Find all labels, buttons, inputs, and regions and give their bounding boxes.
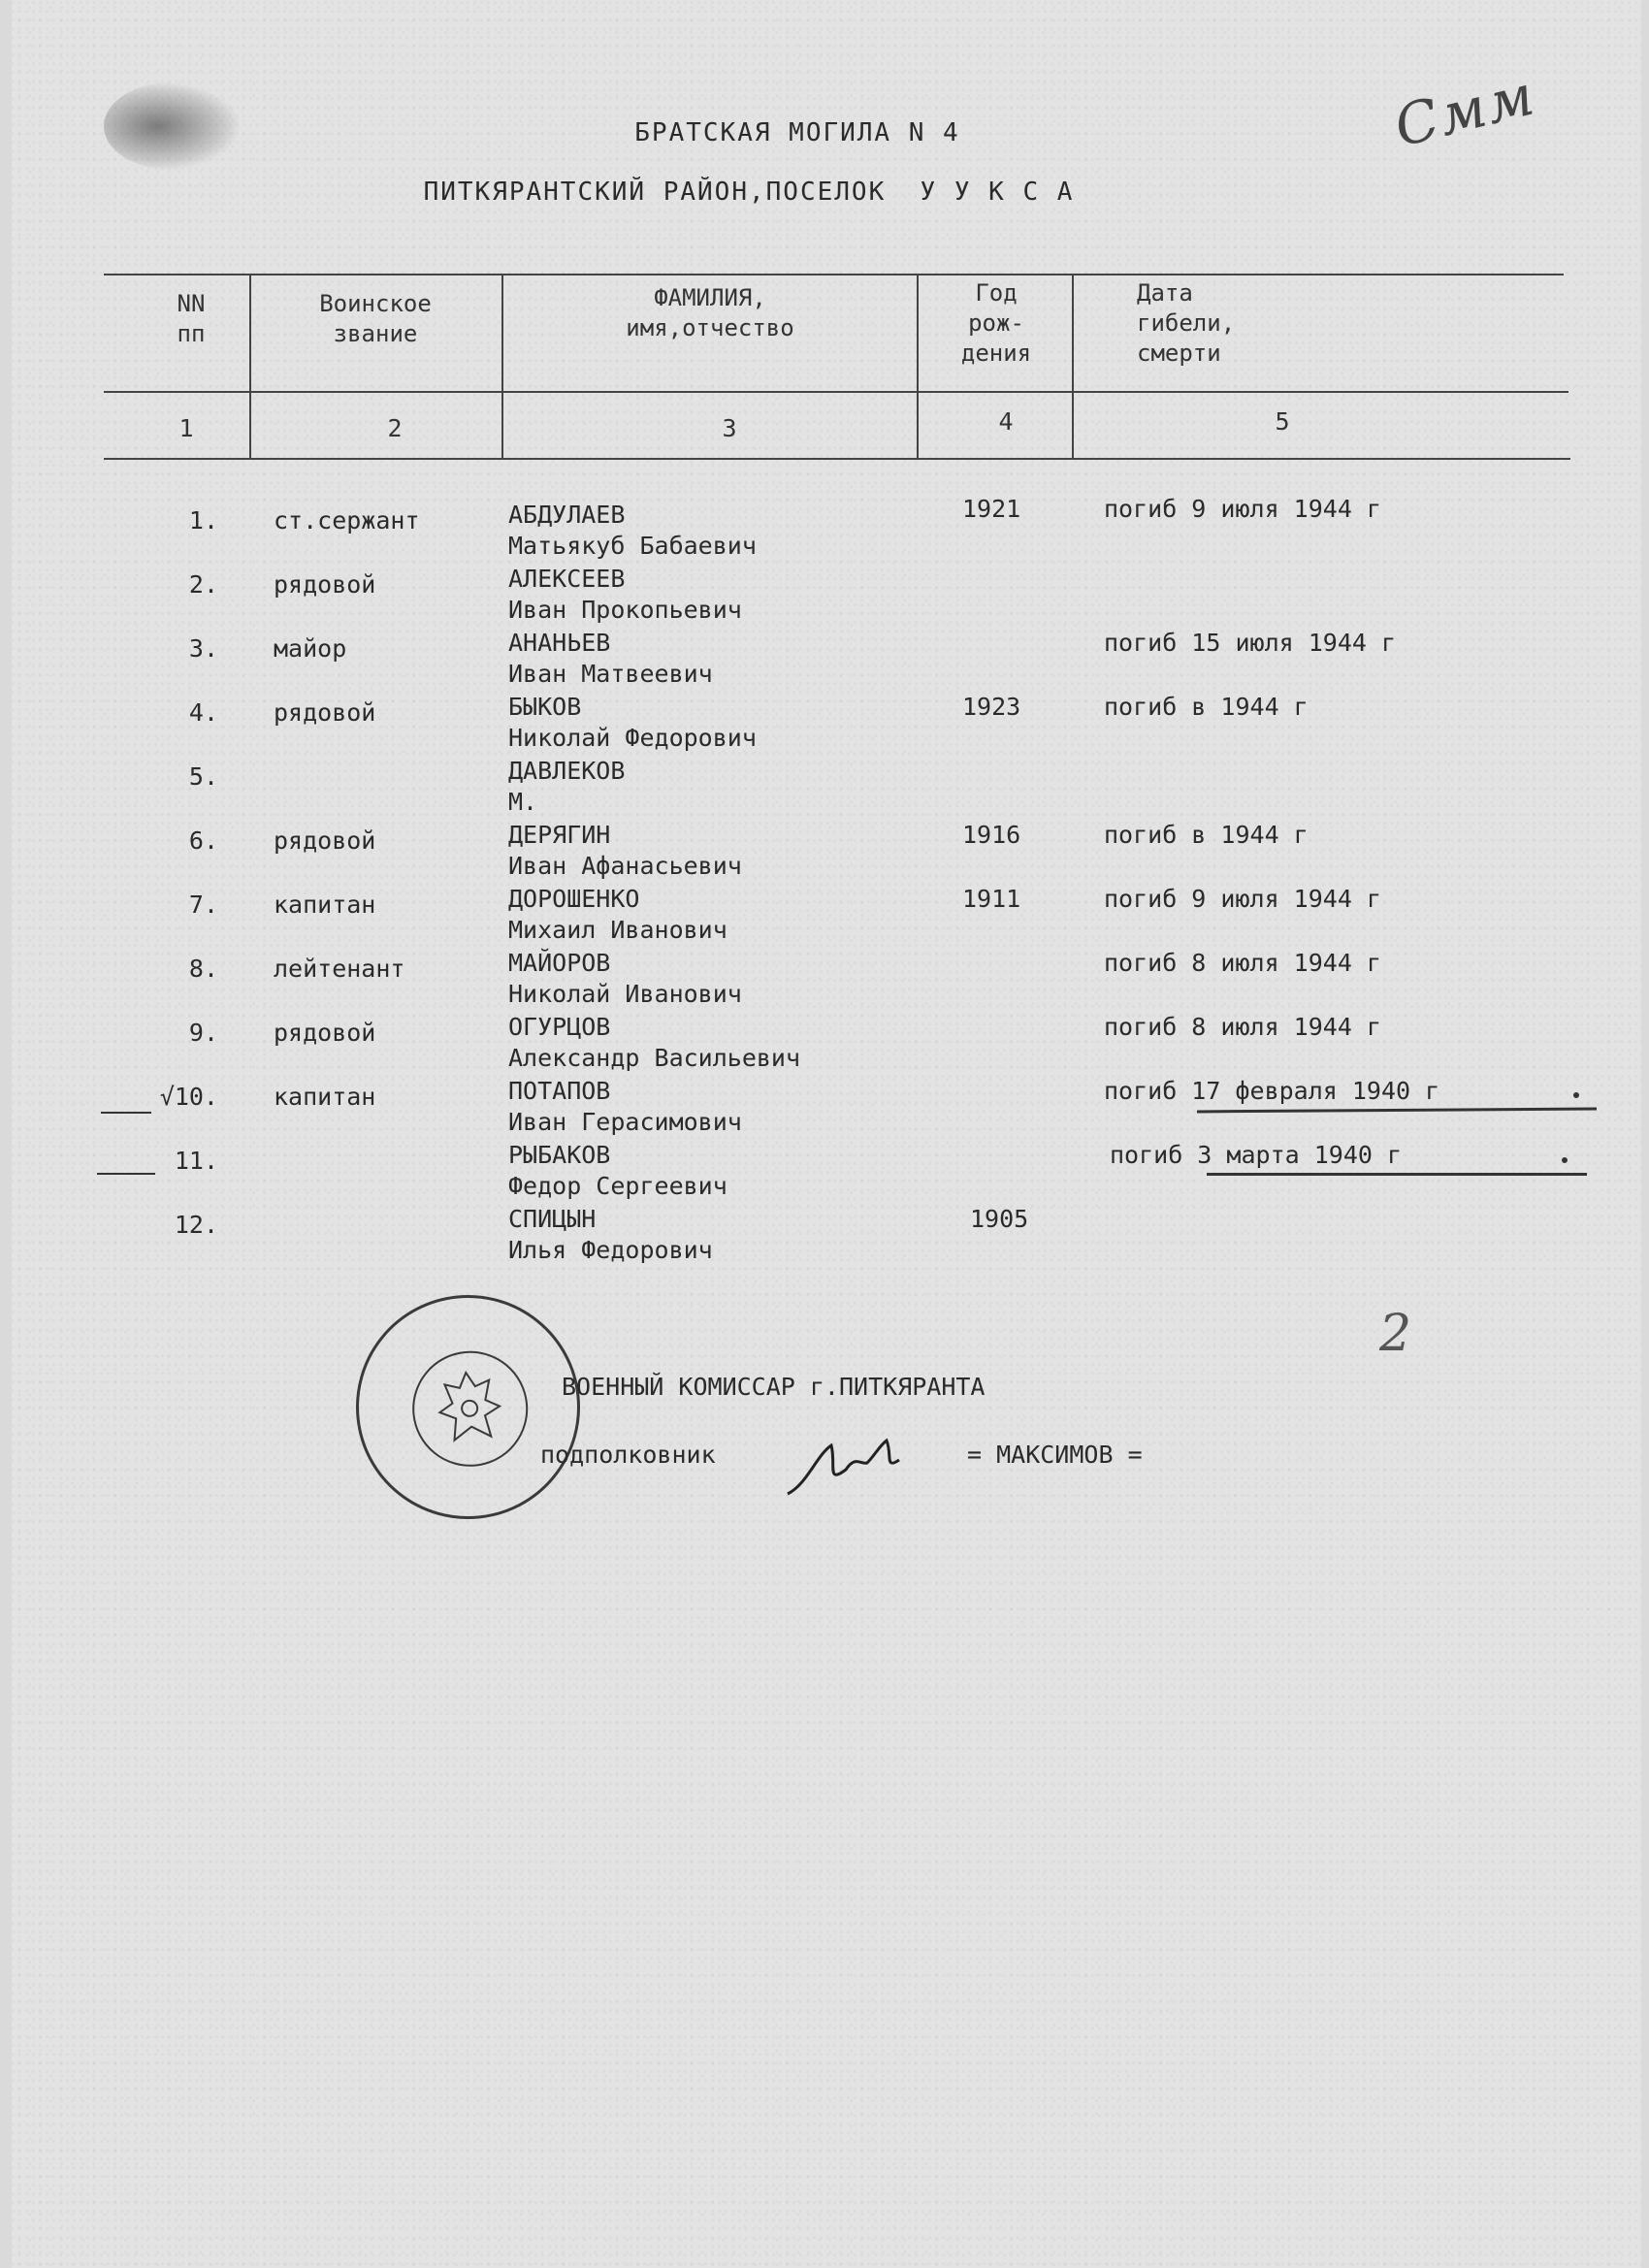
row-number: 9. <box>188 1019 218 1047</box>
row-surname: ДАВЛЕКОВ <box>508 757 626 785</box>
row-given-names: Иван Прокопьевич <box>508 596 742 624</box>
column-number-5: 5 <box>1275 407 1290 436</box>
table-row <box>12 482 1649 560</box>
row-number: 2. <box>188 570 218 599</box>
row-number: 12. <box>174 1211 218 1239</box>
row-surname: ДЕРЯГИН <box>508 821 611 849</box>
row-given-names: Иван Герасимович <box>508 1108 742 1136</box>
row-number: 1. <box>188 506 218 535</box>
signature-icon <box>778 1426 923 1504</box>
row-rank: рядовой <box>274 826 376 855</box>
row-given-names: Николай Иванович <box>508 980 742 1008</box>
table-row <box>12 1186 1649 1264</box>
row-death-date: погиб 9 июля 1944 г <box>1104 885 1381 913</box>
row-death-date: погиб 9 июля 1944 г <box>1104 495 1381 523</box>
row-rank: майор <box>274 634 347 663</box>
table-col-divider-1 <box>249 274 251 460</box>
row-rank: лейтенант <box>274 955 405 983</box>
row-surname: АБДУЛАЕВ <box>508 501 626 529</box>
row-birth-year: 1921 <box>962 495 1021 523</box>
row-given-names: Иван Матвеевич <box>508 660 713 688</box>
row-rank: капитан <box>274 1083 376 1111</box>
table-col-divider-3 <box>917 274 919 460</box>
handwritten-page-number: 2 <box>1379 1305 1412 1363</box>
table-row <box>12 802 1649 880</box>
commissar-position: ВОЕННЫЙ КОМИССАР г.ПИТКЯРАНТА <box>562 1373 986 1401</box>
row-death-date: погиб 8 июля 1944 г <box>1104 1013 1381 1041</box>
table-row <box>12 1058 1649 1136</box>
row-number: 3. <box>188 634 218 663</box>
row-rank: рядовой <box>274 698 376 727</box>
row-death-date: погиб 15 июля 1944 г <box>1104 629 1397 657</box>
row-rank: рядовой <box>274 570 376 599</box>
row-death-date: погиб 3 марта 1940 г <box>1110 1141 1403 1169</box>
table-row <box>12 610 1649 688</box>
column-number-2: 2 <box>387 414 403 442</box>
row-death-date: погиб в 1944 г <box>1104 821 1309 849</box>
row-surname: ОГУРЦОВ <box>508 1013 611 1041</box>
table-col-divider-2 <box>501 274 503 460</box>
column-number-3: 3 <box>722 414 737 442</box>
column-number-4: 4 <box>998 407 1014 436</box>
header-number: NN пп <box>177 290 206 347</box>
row-surname: МАЙОРОВ <box>508 949 611 977</box>
signer-name: = МАКСИМОВ = <box>967 1441 1143 1469</box>
table-row <box>12 1122 1649 1200</box>
row-given-names: Матьякуб Бабаевич <box>508 532 757 560</box>
row-given-names: Александр Васильевич <box>508 1044 801 1072</box>
header-death-date: Дата гибели, смерти <box>1137 279 1236 367</box>
table-row <box>12 674 1649 752</box>
row-number: 11. <box>174 1147 218 1175</box>
table-bottom-border <box>104 458 1570 460</box>
header-rank: Воинское звание <box>319 290 432 347</box>
document-title: БРАТСКАЯ МОГИЛА N 4 <box>634 118 960 147</box>
row-death-date: погиб 17 февраля 1940 г <box>1104 1077 1440 1105</box>
mark-dot <box>1573 1092 1579 1098</box>
mark-dot <box>1562 1157 1568 1163</box>
row-given-names: Михаил Иванович <box>508 916 728 944</box>
row-birth-year: 1905 <box>970 1205 1029 1233</box>
row-number: 4. <box>188 698 218 727</box>
row-surname: БЫКОВ <box>508 693 582 721</box>
row-birth-year: 1916 <box>962 821 1021 849</box>
table-header-separator <box>104 391 1568 393</box>
row-number: 8. <box>188 955 218 983</box>
header-fullname: ФАМИЛИЯ, имя,отчество <box>626 284 794 341</box>
document-page <box>12 0 1641 2268</box>
row-birth-year: 1923 <box>962 693 1021 721</box>
table-row <box>12 738 1649 816</box>
header-birth-year: Год рож- дения <box>960 279 1032 367</box>
row-birth-year: 1911 <box>962 885 1021 913</box>
row-surname: ПОТАПОВ <box>508 1077 611 1105</box>
signer-rank: подполковник <box>540 1441 716 1469</box>
margin-dash-row-10 <box>101 1112 151 1114</box>
column-number-1: 1 <box>178 414 194 442</box>
row-number: 5. <box>188 762 218 791</box>
row-given-names: Николай Федорович <box>508 724 757 752</box>
handwritten-corner-note: Смм <box>1387 61 1542 160</box>
row-surname: АЛЕКСЕЕВ <box>508 565 626 593</box>
row-rank: капитан <box>274 891 376 919</box>
underline-row-11-date <box>1207 1173 1587 1176</box>
eagle-emblem-icon <box>409 1347 532 1470</box>
row-rank: рядовой <box>274 1019 376 1047</box>
table-row <box>12 866 1649 944</box>
document-location: ПИТКЯРАНТСКИЙ РАЙОН,ПОСЕЛОК У У К С А <box>423 178 1075 207</box>
row-number: 6. <box>188 826 218 855</box>
stamp-emblem-icon <box>406 1345 534 1473</box>
row-given-names: Иван Афанасьевич <box>508 852 742 880</box>
row-given-names: Федор Сергеевич <box>508 1172 728 1200</box>
official-stamp <box>345 1284 592 1531</box>
row-number: √10. <box>159 1083 218 1111</box>
row-surname: РЫБАКОВ <box>508 1141 611 1169</box>
margin-dash-row-11 <box>97 1173 155 1175</box>
row-surname: ДОРОШЕНКО <box>508 885 640 913</box>
row-given-names: Илья Федорович <box>508 1236 713 1264</box>
row-surname: АНАНЬЕВ <box>508 629 611 657</box>
table-row <box>12 930 1649 1008</box>
table-row <box>12 994 1649 1072</box>
row-number: 7. <box>188 891 218 919</box>
row-death-date: погиб 8 июля 1944 г <box>1104 949 1381 977</box>
row-rank: ст.сержант <box>274 506 420 535</box>
table-row <box>12 546 1649 624</box>
row-given-names: М. <box>508 788 538 816</box>
table-col-divider-4 <box>1072 274 1074 460</box>
table-top-border <box>104 274 1564 275</box>
row-surname: СПИЦЫН <box>508 1205 597 1233</box>
row-death-date: погиб в 1944 г <box>1104 693 1309 721</box>
